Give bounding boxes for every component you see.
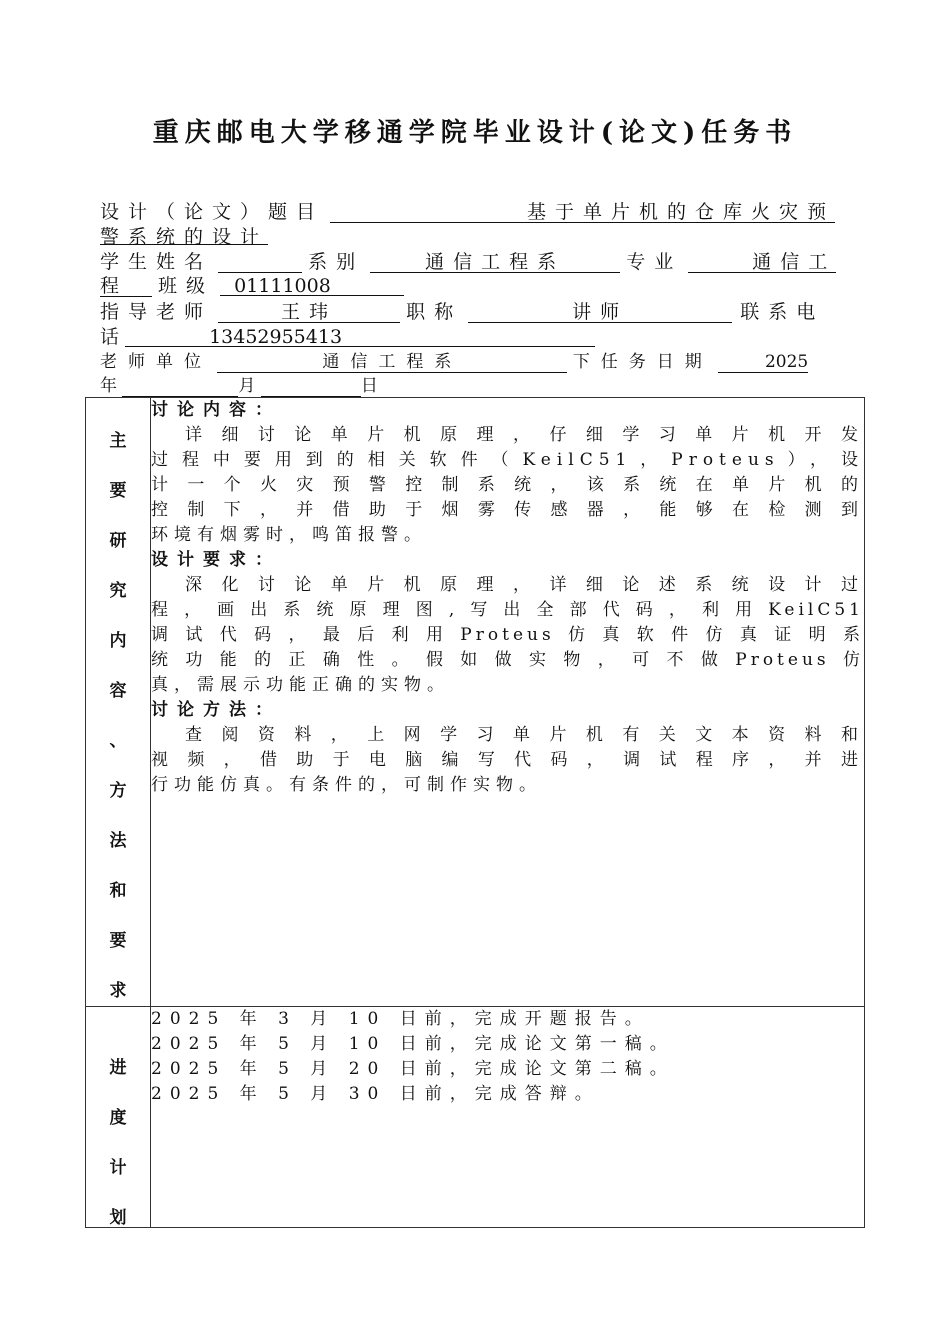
major-label: 专业 [626, 251, 683, 273]
requirement-line: 统功能的正确性。假如做实物，可不做Proteus仿 [151, 650, 864, 670]
content-line: 过程中要用到的相关软件（KeilC51，Proteus），设 [151, 450, 864, 470]
date-line [100, 374, 852, 398]
method-heading: 讨论方法： [151, 700, 281, 720]
research-label [86, 398, 151, 1007]
research-label-char: 要 [109, 931, 127, 951]
research-label-char: 究 [109, 581, 127, 601]
research-label-char: 内 [109, 631, 127, 651]
phone-label-2: 话 [100, 326, 120, 348]
advisor-label: 指导老师 [100, 301, 213, 323]
advisor-line [100, 300, 852, 324]
date-year: 2025 [718, 350, 808, 373]
requirement-line: 深化讨论单片机原理，详细论述系统设计过 [185, 575, 864, 595]
topic-line-2 [100, 225, 852, 249]
topic-label: 设计（论文）题目 [100, 201, 325, 223]
month-char: 月 [238, 376, 256, 396]
schedule-label-char: 进 [109, 1058, 127, 1078]
schedule-label-char: 计 [109, 1158, 127, 1178]
student-line [100, 250, 852, 274]
year-char: 年 [100, 376, 117, 396]
schedule-row [86, 1007, 865, 1228]
rank-value: 讲师 [468, 300, 732, 323]
schedule-item: 2025 年 3 月 10 日前，完成开题报告。 [151, 1009, 650, 1029]
research-label-char: 、 [109, 731, 127, 751]
content-heading: 讨论内容： [151, 400, 281, 420]
method-line: 查阅资料，上网学习单片机有关文本资料和 [185, 725, 864, 745]
unit-line [100, 350, 852, 374]
date-label: 下任务日期 [572, 352, 713, 372]
student-name-field [218, 250, 302, 273]
research-label-char: 主 [109, 431, 127, 451]
major-value-1: 通信工 [688, 250, 836, 273]
phone-line [100, 325, 852, 349]
topic-line [100, 200, 852, 224]
day-field [261, 374, 361, 397]
research-label-char: 方 [109, 781, 127, 801]
rank-label: 职称 [406, 301, 463, 323]
research-label-char: 容 [109, 681, 127, 701]
method-line: 行功能仿真。有条件的，可制作实物。 [151, 775, 542, 795]
requirement-heading: 设计要求： [151, 550, 281, 570]
class-line [100, 274, 852, 298]
major-value-2: 程 [100, 274, 152, 297]
topic-value-2: 警系统的设计 [100, 226, 269, 248]
research-label-char: 和 [109, 881, 127, 901]
dept-label: 系别 [308, 251, 365, 273]
requirement-line: 调试代码，最后利用Proteus仿真软件仿真证明系 [151, 625, 864, 645]
research-content [151, 398, 865, 1007]
dept-value: 通信工程系 [370, 250, 620, 273]
schedule-label [86, 1007, 151, 1228]
class-value: 01111008 [220, 274, 404, 296]
month-field [122, 374, 238, 397]
unit-label: 老师单位 [100, 352, 212, 372]
unit-value: 通信工程系 [217, 350, 567, 373]
schedule-label-char: 划 [109, 1208, 127, 1228]
content-line: 计一个火灾预警控制系统，该系统在单片机的 [151, 475, 864, 495]
schedule-label-char: 度 [109, 1108, 127, 1128]
class-label: 班级 [158, 275, 215, 297]
document-title: 重庆邮电大学移通学院毕业设计(论文)任务书 [152, 118, 798, 148]
student-label: 学生姓名 [100, 251, 213, 273]
research-label-char: 法 [109, 831, 127, 851]
task-table [85, 397, 865, 1228]
day-char: 日 [360, 376, 378, 396]
research-label-char: 研 [109, 531, 127, 551]
phone-label-1: 联系电 [740, 301, 825, 323]
content-line: 控制下，并借助于烟雾传感器，能够在检测到 [151, 500, 864, 520]
topic-value-1: 基于单片机的仓库火灾预 [330, 200, 835, 223]
research-row [86, 398, 865, 1007]
method-line: 视频，借助于电脑编写代码，调试程序，并进 [151, 750, 864, 770]
advisor-value: 王玮 [218, 300, 400, 323]
content-line: 详细讨论单片机原理，仔细学习单片机开发 [185, 425, 864, 445]
requirement-line: 程，画出系统原理图,写出全部代码，利用KeilC51 [151, 600, 864, 620]
schedule-item: 2025 年 5 月 20 日前，完成论文第二稿。 [151, 1059, 675, 1079]
research-label-char: 要 [109, 481, 127, 501]
research-label-char: 求 [109, 981, 127, 1001]
schedule-content [151, 1007, 865, 1228]
schedule-item: 2025 年 5 月 10 日前，完成论文第一稿。 [151, 1034, 675, 1054]
schedule-item: 2025 年 5 月 30 日前，完成答辩。 [151, 1084, 600, 1104]
content-line: 环境有烟雾时，鸣笛报警。 [151, 525, 427, 545]
requirement-line: 真，需展示功能正确的实物。 [151, 675, 450, 695]
phone-value: 13452955413 [125, 325, 595, 347]
